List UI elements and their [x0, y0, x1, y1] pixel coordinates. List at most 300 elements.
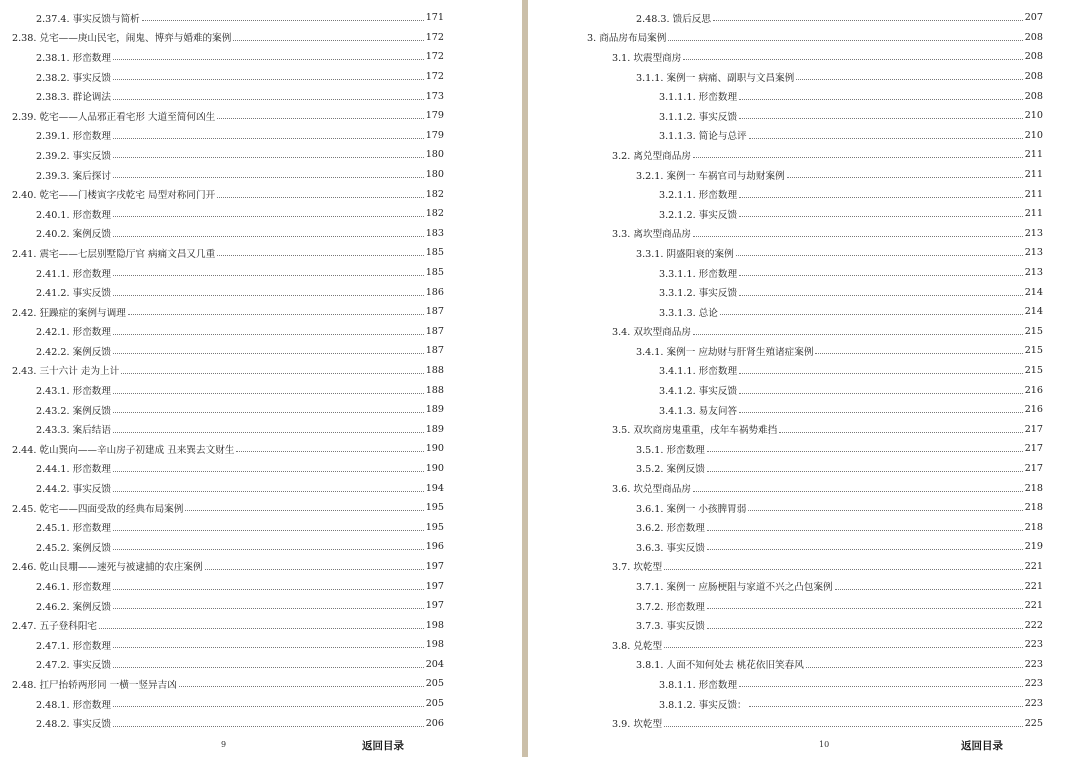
toc-entry[interactable] [528, 145, 1043, 165]
dot-leader [739, 216, 1023, 217]
toc-entry-title: 3.6.2. 形峦数理 [636, 523, 705, 535]
toc-entry-title: 3.3.1.2. 事实反馈 [659, 288, 738, 300]
toc-entry-title: 3.1.1. 案例一 病痛、副职与文昌案例 [636, 72, 795, 84]
toc-entry-page: 183 [425, 227, 444, 239]
toc-list-left [0, 8, 444, 733]
toc-entry[interactable] [528, 302, 1043, 322]
toc-entry[interactable] [0, 361, 444, 381]
toc-entry-page: 214 [1024, 306, 1043, 318]
toc-entry-title: 2.41.1. 形峦数理 [36, 268, 111, 280]
toc-entry[interactable] [528, 400, 1043, 420]
toc-entry-title: 2.42.2. 案例反馈 [36, 346, 111, 358]
toc-entry-title: 3.4.1.3. 易友问答 [659, 405, 738, 417]
toc-entry-page: 188 [425, 384, 444, 396]
toc-entry-page: 221 [1024, 560, 1043, 572]
toc-entry[interactable] [528, 243, 1043, 263]
toc-entry-title: 2.43.3. 案后结语 [36, 425, 111, 437]
toc-entry[interactable] [0, 8, 444, 28]
dot-leader [693, 157, 1023, 158]
toc-entry-title: 3.4.1. 案例一 应劫财与肝肾生殖诸症案例 [636, 346, 814, 358]
toc-entry-page: 205 [425, 678, 444, 690]
toc-entry-page: 179 [425, 110, 444, 122]
toc-entry[interactable] [528, 341, 1043, 361]
dot-leader [233, 40, 423, 41]
dot-leader [113, 157, 424, 158]
toc-entry-page: 217 [1024, 462, 1043, 474]
dot-leader [693, 491, 1023, 492]
dot-leader [236, 451, 423, 452]
toc-entry[interactable] [0, 67, 444, 87]
toc-entry-title: 2.46. 乾山艮堋——速死与被逮捕的农庄案例 [12, 562, 203, 574]
toc-entry-page: 211 [1024, 208, 1043, 220]
toc-entry[interactable] [528, 28, 1043, 48]
toc-entry[interactable] [528, 282, 1043, 302]
dot-leader [113, 79, 424, 80]
toc-entry[interactable] [528, 126, 1043, 146]
toc-entry[interactable] [528, 8, 1043, 28]
dot-leader [128, 314, 424, 315]
toc-entry-title: 2.39.3. 案后探讨 [36, 170, 111, 182]
dot-leader [736, 255, 1023, 256]
toc-entry-page: 208 [1024, 71, 1043, 83]
toc-entry-title: 2.40.1. 形峦数理 [36, 209, 111, 221]
dot-leader [815, 353, 1022, 354]
toc-entry[interactable] [528, 615, 1043, 635]
toc-entry-page: 182 [425, 208, 444, 220]
dot-leader [217, 255, 423, 256]
toc-entry-title: 2.46.2. 案例反馈 [36, 601, 111, 613]
left-page [0, 0, 522, 757]
toc-entry-title: 3.1.1.1. 形峦数理 [659, 92, 738, 104]
toc-entry-page: 213 [1024, 247, 1043, 259]
toc-entry[interactable] [528, 263, 1043, 283]
toc-entry-page: 219 [1024, 541, 1043, 553]
toc-entry[interactable] [528, 67, 1043, 87]
dot-leader [748, 510, 1022, 511]
toc-entry[interactable] [0, 459, 444, 479]
toc-entry-page: 195 [425, 521, 444, 533]
toc-entry-title: 3.5. 双坎商房鬼重重，戌年车祸势难挡 [612, 425, 778, 437]
toc-entry-title: 2.38.1. 形峦数理 [36, 52, 111, 64]
dot-leader [113, 59, 424, 60]
toc-entry-title: 3.6.1. 案例一 小孩脾胃弱 [636, 503, 747, 515]
toc-entry-title: 3.6.3. 事实反馈 [636, 542, 705, 554]
toc-entry-page: 190 [425, 462, 444, 474]
toc-entry-page: 217 [1024, 423, 1043, 435]
dot-leader [806, 667, 1023, 668]
dot-leader [739, 393, 1023, 394]
toc-entry[interactable] [528, 537, 1043, 557]
toc-entry-title: 2.48.3. 馈后反思 [636, 13, 711, 25]
toc-entry-title: 3.3.1. 阴盛阳衰的案例 [636, 248, 734, 260]
toc-entry[interactable] [528, 557, 1043, 577]
toc-entry-title: 3.1.1.2. 事实反馈 [659, 111, 738, 123]
toc-entry[interactable] [528, 517, 1043, 537]
toc-entry-page: 206 [425, 717, 444, 729]
toc-entry[interactable] [528, 459, 1043, 479]
toc-entry[interactable] [0, 243, 444, 263]
toc-entry[interactable] [0, 380, 444, 400]
dot-leader [739, 197, 1023, 198]
toc-entry-page: 225 [1024, 717, 1043, 729]
toc-entry[interactable] [528, 596, 1043, 616]
toc-entry-page: 198 [425, 619, 444, 631]
toc-entry[interactable] [528, 47, 1043, 67]
toc-entry-page: 179 [425, 129, 444, 141]
toc-entry-title: 2.43.1. 形峦数理 [36, 386, 111, 398]
dot-leader [113, 471, 424, 472]
dot-leader [113, 177, 424, 178]
toc-entry-title: 3.1. 坎震型商房 [612, 52, 682, 64]
toc-entry-title: 3.4. 双坎型商品房 [612, 327, 691, 339]
dot-leader [113, 353, 424, 354]
toc-entry-title: 3.2.1.1. 形峦数理 [659, 190, 738, 202]
toc-entry[interactable] [0, 713, 444, 733]
toc-entry[interactable] [0, 694, 444, 714]
toc-entry-page: 214 [1024, 286, 1043, 298]
toc-entry-title: 2.44.1. 形峦数理 [36, 464, 111, 476]
toc-entry[interactable] [0, 224, 444, 244]
toc-entry[interactable] [528, 655, 1043, 675]
dot-leader [739, 373, 1023, 374]
dot-leader [664, 647, 1023, 648]
toc-entry-page: 190 [425, 443, 444, 455]
toc-entry[interactable] [528, 106, 1043, 126]
toc-entry-page: 189 [425, 423, 444, 435]
toc-entry-title: 3. 商品房布局案例 [587, 33, 667, 45]
toc-entry[interactable] [528, 204, 1043, 224]
dot-leader [113, 216, 424, 217]
dot-leader [113, 726, 424, 727]
toc-entry-page: 204 [425, 658, 444, 670]
dot-leader [113, 334, 424, 335]
toc-entry-page: 172 [425, 71, 444, 83]
dot-leader [749, 706, 1023, 707]
dot-leader [707, 451, 1023, 452]
toc-entry[interactable] [528, 713, 1043, 733]
toc-entry-page: 223 [1024, 698, 1043, 710]
toc-entry-title: 3.5.2. 案例反馈 [636, 464, 705, 476]
toc-entry[interactable] [0, 557, 444, 577]
toc-entry-page: 216 [1024, 404, 1043, 416]
dot-leader [739, 412, 1023, 413]
dot-leader [113, 589, 424, 590]
toc-entry-title: 3.2.1.2. 事实反馈 [659, 209, 738, 221]
toc-entry-page: 215 [1024, 364, 1043, 376]
toc-entry-page: 171 [425, 12, 444, 24]
dot-leader [664, 726, 1023, 727]
dot-leader [707, 471, 1023, 472]
dot-leader [668, 40, 1022, 41]
toc-entry-page: 197 [425, 600, 444, 612]
toc-entry[interactable] [0, 517, 444, 537]
toc-entry-page: 208 [1024, 31, 1043, 43]
toc-entry-title: 3.2.1. 案例一 车祸官司与劫财案例 [636, 170, 785, 182]
toc-entry[interactable] [0, 106, 444, 126]
dot-leader [113, 412, 424, 413]
toc-entry-page: 207 [1024, 12, 1043, 24]
toc-entry[interactable] [0, 498, 444, 518]
dot-leader [185, 510, 423, 511]
toc-entry-page: 185 [425, 267, 444, 279]
toc-entry-page: 197 [425, 560, 444, 572]
toc-entry-title: 3.8.1.2. 事实反馈： [659, 699, 747, 711]
dot-leader [113, 667, 424, 668]
toc-entry[interactable] [0, 204, 444, 224]
dot-leader [217, 118, 423, 119]
toc-entry-page: 218 [1024, 521, 1043, 533]
back-to-toc-link[interactable]: 返回目录 [362, 740, 404, 752]
toc-entry-title: 2.47. 五子登科阳宅 [12, 621, 98, 633]
toc-entry-title: 3.9. 坎乾型 [612, 719, 663, 731]
toc-entry[interactable] [0, 576, 444, 596]
toc-entry-title: 2.37.4. 事实反馈与简析 [36, 13, 140, 25]
toc-entry-title: 3.3. 离坎型商品房 [612, 229, 691, 241]
toc-entry[interactable] [0, 47, 444, 67]
toc-entry-page: 210 [1024, 110, 1043, 122]
toc-entry-page: 189 [425, 404, 444, 416]
dot-leader [787, 177, 1023, 178]
toc-entry[interactable] [0, 126, 444, 146]
dot-leader [113, 530, 424, 531]
dot-leader [113, 393, 424, 394]
toc-entry-title: 2.39.1. 形峦数理 [36, 131, 111, 143]
toc-entry[interactable] [528, 478, 1043, 498]
toc-entry-page: 172 [425, 31, 444, 43]
dot-leader [796, 79, 1022, 80]
dot-leader [113, 236, 424, 237]
toc-entry-title: 2.39.2. 事实反馈 [36, 150, 111, 162]
toc-entry-title: 2.45.2. 案例反馈 [36, 542, 111, 554]
dot-leader [707, 628, 1023, 629]
toc-entry-page: 223 [1024, 678, 1043, 690]
toc-entry-title: 2.44. 乾山巽向——辛山房子初建成 丑来巽去文财生 [12, 444, 235, 456]
toc-entry-title: 2.39. 乾宅——人品邪正看宅形 大道至简何凶生 [12, 111, 216, 123]
toc-entry-page: 187 [425, 345, 444, 357]
dot-leader [113, 432, 424, 433]
toc-entry[interactable] [0, 596, 444, 616]
toc-entry[interactable] [0, 615, 444, 635]
toc-entry[interactable] [0, 145, 444, 165]
toc-entry-title: 2.44.2. 事实反馈 [36, 484, 111, 496]
toc-entry-page: 221 [1024, 600, 1043, 612]
toc-entry[interactable] [0, 86, 444, 106]
toc-entry-page: 213 [1024, 227, 1043, 239]
dot-leader [693, 334, 1023, 335]
toc-entry[interactable] [528, 674, 1043, 694]
toc-entry-title: 3.7.3. 事实反馈 [636, 621, 705, 633]
toc-entry[interactable] [0, 165, 444, 185]
toc-entry-page: 197 [425, 580, 444, 592]
toc-entry-page: 211 [1024, 149, 1043, 161]
toc-entry-title: 2.48. 扛尸抬轿两形同 一横一竖异吉凶 [12, 679, 177, 691]
toc-entry[interactable] [0, 263, 444, 283]
dot-leader [179, 686, 424, 687]
toc-entry-page: 211 [1024, 188, 1043, 200]
toc-entry-page: 198 [425, 639, 444, 651]
toc-entry-title: 2.43.2. 案例反馈 [36, 405, 111, 417]
toc-entry-title: 2.38.2. 事实反馈 [36, 72, 111, 84]
toc-entry-page: 217 [1024, 443, 1043, 455]
back-to-toc-link[interactable]: 返回目录 [961, 740, 1003, 752]
page-number: 10 [819, 740, 830, 749]
toc-entry-page: 205 [425, 698, 444, 710]
dot-leader [739, 99, 1023, 100]
toc-entry-page: 180 [425, 149, 444, 161]
toc-entry-title: 3.2. 离兑型商品房 [612, 150, 691, 162]
toc-entry-title: 3.6. 坎兑型商品房 [612, 484, 691, 496]
toc-entry[interactable] [528, 86, 1043, 106]
toc-entry[interactable] [528, 361, 1043, 381]
toc-entry-page: 185 [425, 247, 444, 259]
toc-entry-title: 3.3.1.1. 形峦数理 [659, 268, 738, 280]
toc-entry-title: 2.41. 震宅——七层别墅隐厅官 病痛文昌又几重 [12, 248, 216, 260]
toc-entry[interactable] [528, 694, 1043, 714]
toc-entry-page: 218 [1024, 482, 1043, 494]
toc-entry-title: 2.38.3. 群论调法 [36, 92, 111, 104]
toc-entry-title: 2.45.1. 形峦数理 [36, 523, 111, 535]
toc-entry-title: 2.48.2. 事实反馈 [36, 719, 111, 731]
toc-entry-page: 172 [425, 51, 444, 63]
toc-entry[interactable] [528, 498, 1043, 518]
toc-entry[interactable] [528, 419, 1043, 439]
dot-leader [707, 608, 1023, 609]
toc-entry-page: 208 [1024, 51, 1043, 63]
dot-leader [779, 432, 1022, 433]
toc-entry-title: 3.8.1. 人面不知何处去 桃花依旧笑春风 [636, 660, 804, 672]
toc-entry-page: 216 [1024, 384, 1043, 396]
dot-leader [113, 608, 424, 609]
dot-leader [739, 295, 1023, 296]
dot-leader [121, 373, 423, 374]
toc-entry-page: 208 [1024, 90, 1043, 102]
dot-leader [113, 138, 424, 139]
toc-entry-page: 222 [1024, 619, 1043, 631]
toc-entry-page: 215 [1024, 325, 1043, 337]
toc-entry-page: 173 [425, 90, 444, 102]
toc-entry[interactable] [528, 439, 1043, 459]
toc-entry-title: 2.45. 乾宅——四面受敌的经典布局案例 [12, 503, 184, 515]
toc-entry-title: 3.4.1.1. 形峦数理 [659, 366, 738, 378]
dot-leader [739, 686, 1023, 687]
toc-entry-page: 186 [425, 286, 444, 298]
toc-entry[interactable] [0, 655, 444, 675]
toc-entry[interactable] [0, 674, 444, 694]
toc-entry-page: 221 [1024, 580, 1043, 592]
toc-entry[interactable] [0, 537, 444, 557]
toc-entry-page: 180 [425, 169, 444, 181]
toc-entry-title: 2.48.1. 形峦数理 [36, 699, 111, 711]
dot-leader [113, 99, 424, 100]
toc-entry[interactable] [0, 635, 444, 655]
dot-leader [113, 706, 424, 707]
toc-list-right [528, 8, 1043, 733]
toc-entry-page: 182 [425, 188, 444, 200]
dot-leader [739, 118, 1023, 119]
toc-entry-title: 3.8.1.1. 形峦数理 [659, 679, 738, 691]
toc-entry-page: 195 [425, 502, 444, 514]
right-page [528, 0, 1067, 757]
toc-entry[interactable] [0, 400, 444, 420]
dot-leader [205, 569, 424, 570]
toc-entry[interactable] [528, 184, 1043, 204]
toc-entry[interactable] [0, 282, 444, 302]
toc-entry-title: 3.3.1.3. 总论 [659, 307, 718, 319]
dot-leader [113, 549, 424, 550]
toc-entry-title: 2.40. 乾宅——门楼寅字戌乾宅 局型对称同门开 [12, 190, 216, 202]
dot-leader [113, 275, 424, 276]
toc-entry[interactable] [0, 28, 444, 48]
toc-entry-title: 2.43. 三十六计 走为上计 [12, 366, 120, 378]
toc-entry-title: 3.7. 坎乾型 [612, 562, 663, 574]
dot-leader [113, 491, 424, 492]
dot-leader [113, 295, 424, 296]
toc-entry-title: 3.1.1.3. 简论与总评 [659, 131, 747, 143]
toc-entry-page: 215 [1024, 345, 1043, 357]
toc-entry[interactable] [0, 184, 444, 204]
toc-entry-page: 211 [1024, 169, 1043, 181]
toc-entry-page: 218 [1024, 502, 1043, 514]
dot-leader [720, 314, 1023, 315]
toc-entry-page: 187 [425, 325, 444, 337]
toc-entry-title: 2.42. 狂躁症的案例与调理 [12, 307, 126, 319]
dot-leader [664, 569, 1023, 570]
toc-entry-title: 3.4.1.2. 事实反馈 [659, 386, 738, 398]
toc-entry[interactable] [0, 341, 444, 361]
toc-entry[interactable] [528, 165, 1043, 185]
toc-entry[interactable] [0, 439, 444, 459]
dot-leader [142, 20, 424, 21]
toc-entry[interactable] [0, 322, 444, 342]
toc-entry[interactable] [0, 419, 444, 439]
toc-entry-page: 213 [1024, 267, 1043, 279]
dot-leader [707, 549, 1023, 550]
toc-entry[interactable] [0, 478, 444, 498]
toc-entry-page: 223 [1024, 639, 1043, 651]
toc-entry-page: 194 [425, 482, 444, 494]
dot-leader [113, 647, 424, 648]
toc-entry-title: 2.47.1. 形峦数理 [36, 640, 111, 652]
page-number: 9 [221, 740, 227, 749]
dot-leader [217, 197, 423, 198]
toc-entry-title: 3.5.1. 形峦数理 [636, 444, 705, 456]
toc-entry-title: 2.40.2. 案例反馈 [36, 229, 111, 241]
toc-entry-title: 3.8. 兑乾型 [612, 640, 663, 652]
dot-leader [99, 628, 424, 629]
toc-entry[interactable] [528, 380, 1043, 400]
toc-entry[interactable] [528, 322, 1043, 342]
dot-leader [739, 275, 1023, 276]
toc-entry[interactable] [528, 635, 1043, 655]
toc-entry[interactable] [0, 302, 444, 322]
toc-entry-title: 2.47.2. 事实反馈 [36, 660, 111, 672]
toc-entry-page: 210 [1024, 129, 1043, 141]
toc-entry-title: 2.46.1. 形峦数理 [36, 582, 111, 594]
toc-entry-page: 187 [425, 306, 444, 318]
toc-entry-title: 2.38. 兑宅——庚山民宅，闹鬼、博弈与婚难的案例 [12, 33, 232, 45]
dot-leader [707, 530, 1023, 531]
toc-entry-title: 2.41.2. 事实反馈 [36, 288, 111, 300]
toc-entry[interactable] [528, 576, 1043, 596]
toc-entry-title: 2.42.1. 形峦数理 [36, 327, 111, 339]
dot-leader [749, 138, 1023, 139]
dot-leader [835, 589, 1023, 590]
toc-entry-page: 188 [425, 364, 444, 376]
toc-entry[interactable] [528, 224, 1043, 244]
toc-entry-page: 196 [425, 541, 444, 553]
dot-leader [683, 59, 1022, 60]
toc-entry-title: 3.7.2. 形峦数理 [636, 601, 705, 613]
